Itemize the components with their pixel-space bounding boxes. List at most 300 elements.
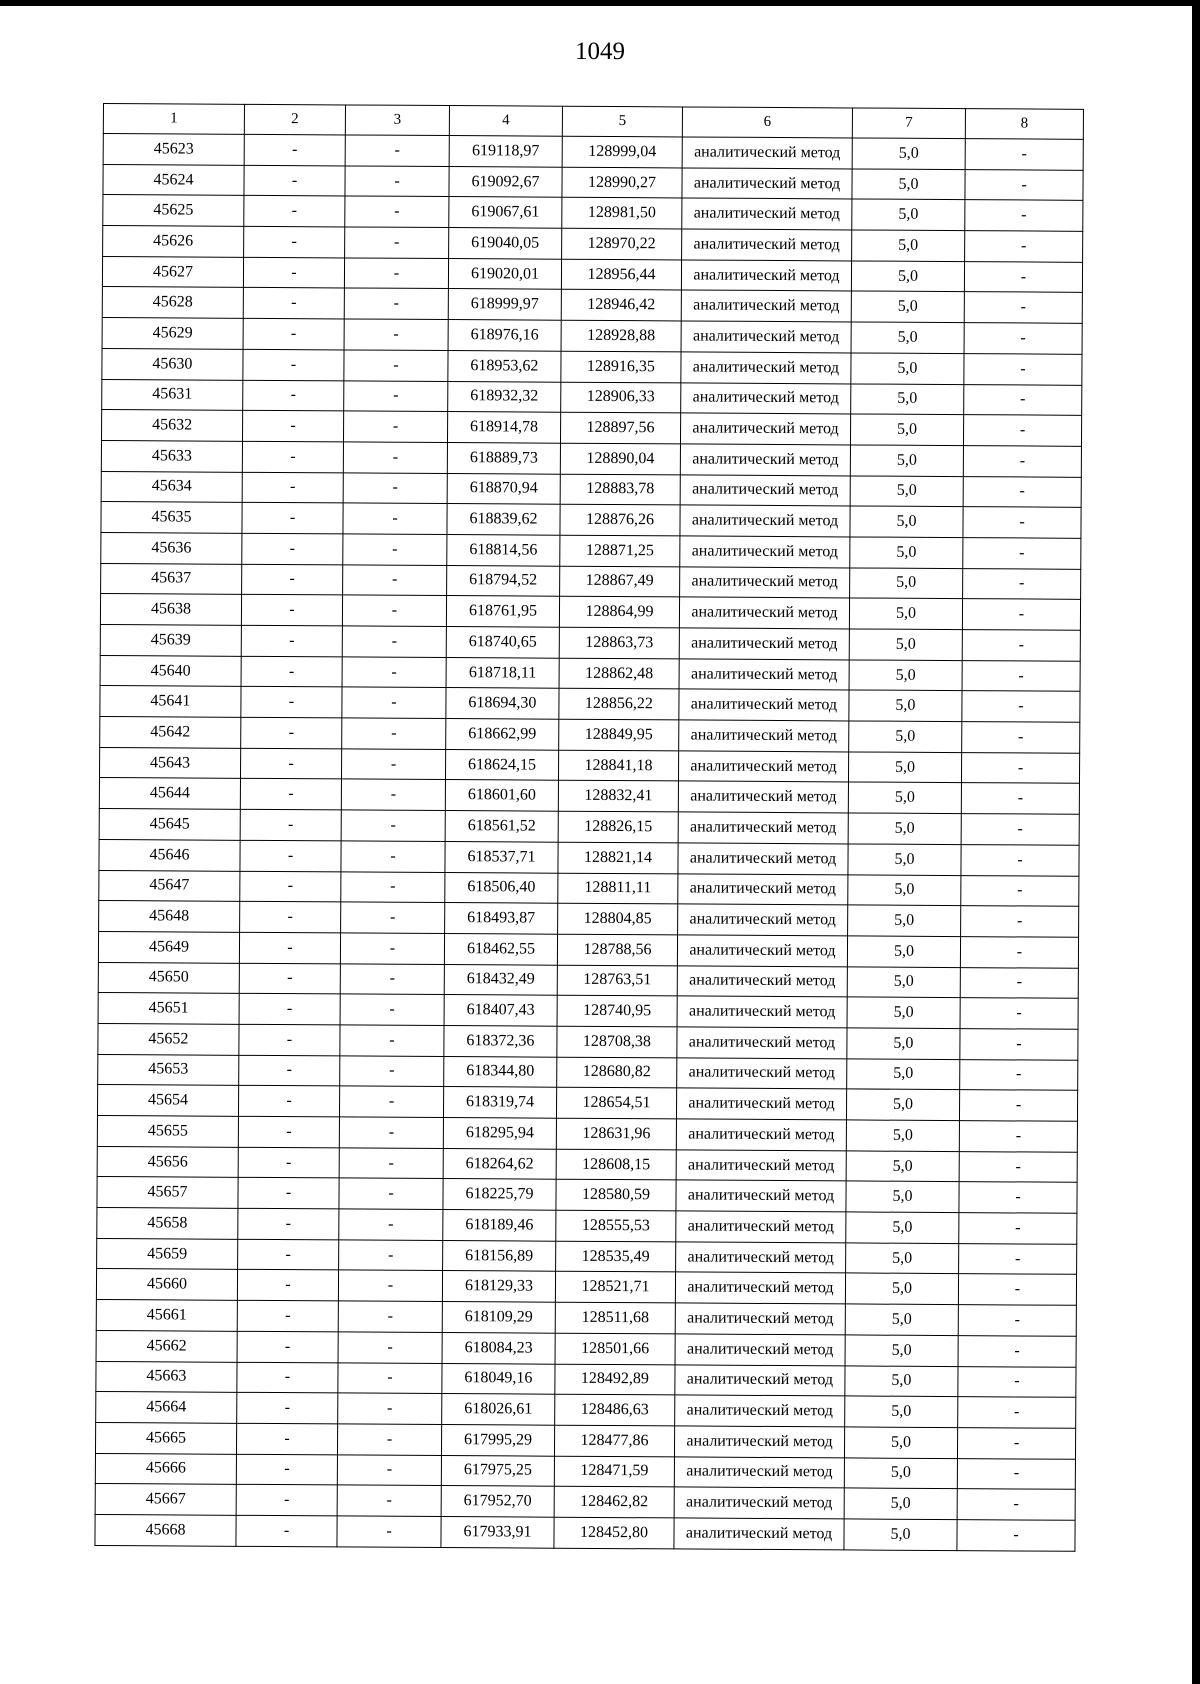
accuracy-cell: 5,0 [848, 813, 961, 844]
col8-cell: - [958, 1305, 1076, 1336]
col8-cell: - [963, 538, 1081, 569]
y-coordinate-cell: 128740,95 [557, 995, 677, 1026]
method-cell: аналитический метод [681, 382, 851, 414]
x-coordinate-cell: 618049,16 [442, 1363, 555, 1394]
col2-cell: - [239, 932, 340, 963]
accuracy-cell: 5,0 [844, 1519, 957, 1550]
col8-cell: - [964, 323, 1082, 354]
point-number-cell: 45638 [100, 594, 241, 626]
x-coordinate-cell: 618761,95 [446, 596, 559, 627]
x-coordinate-cell: 618225,79 [443, 1179, 556, 1210]
col3-cell: - [343, 442, 447, 473]
y-coordinate-cell: 128946,42 [561, 290, 681, 321]
x-coordinate-cell: 618344,80 [444, 1056, 557, 1087]
x-coordinate-cell: 618624,15 [445, 749, 558, 780]
coordinates-table [94, 103, 1084, 1551]
x-coordinate-cell: 618407,43 [444, 995, 557, 1026]
method-cell: аналитический метод [682, 168, 852, 200]
x-coordinate-cell: 618740,65 [446, 627, 559, 658]
method-cell: аналитический метод [674, 1487, 844, 1519]
col8-cell: - [959, 1182, 1077, 1213]
point-number-cell: 45645 [99, 809, 240, 841]
col2-cell: - [244, 196, 345, 227]
col2-cell: - [236, 1423, 337, 1454]
col8-cell: - [960, 936, 1078, 967]
point-number-cell: 45668 [95, 1514, 236, 1546]
col8-cell: - [957, 1427, 1075, 1458]
col8-cell: - [960, 1029, 1078, 1060]
col3-cell: - [339, 1209, 443, 1240]
point-number-cell: 45636 [101, 532, 242, 564]
point-number-cell: 45660 [96, 1269, 237, 1301]
point-number-cell: 45652 [98, 1023, 239, 1055]
col8-cell: - [957, 1489, 1075, 1520]
accuracy-cell: 5,0 [851, 291, 964, 322]
col2-cell: - [243, 380, 344, 411]
col2-cell: - [240, 840, 341, 871]
method-cell: аналитический метод [681, 352, 851, 384]
method-cell: аналитический метод [678, 751, 848, 783]
point-number-cell: 45656 [97, 1146, 238, 1178]
y-coordinate-cell: 128471,59 [554, 1456, 674, 1487]
col3-cell: - [342, 626, 446, 657]
column-header: 7 [852, 108, 965, 139]
method-cell: аналитический метод [674, 1456, 844, 1488]
accuracy-cell: 5,0 [845, 1335, 958, 1366]
y-coordinate-cell: 128871,25 [560, 535, 680, 566]
column-header: 5 [562, 106, 682, 137]
y-coordinate-cell: 128631,96 [556, 1118, 676, 1149]
column-header: 4 [449, 106, 562, 137]
point-number-cell: 45633 [101, 440, 242, 472]
point-number-cell: 45644 [99, 778, 240, 810]
x-coordinate-cell: 618889,73 [447, 442, 560, 473]
x-coordinate-cell: 618462,55 [444, 933, 557, 964]
col2-cell: - [238, 1116, 339, 1147]
x-coordinate-cell: 618814,56 [447, 534, 560, 565]
col3-cell: - [345, 196, 449, 227]
col8-cell: - [962, 691, 1080, 722]
col8-cell: - [962, 722, 1080, 753]
method-cell: аналитический метод [679, 689, 849, 721]
col8-cell: - [962, 599, 1080, 630]
method-cell: аналитический метод [680, 474, 850, 506]
col2-cell: - [244, 165, 345, 196]
method-cell: аналитический метод [679, 628, 849, 660]
method-cell: аналитический метод [678, 843, 848, 875]
method-cell: аналитический метод [681, 290, 851, 322]
col8-cell: - [963, 568, 1081, 599]
col3-cell: - [345, 135, 449, 166]
x-coordinate-cell: 618694,30 [446, 688, 559, 719]
col2-cell: - [237, 1331, 338, 1362]
accuracy-cell: 5,0 [847, 936, 960, 967]
y-coordinate-cell: 128580,59 [556, 1180, 676, 1211]
accuracy-cell: 5,0 [851, 261, 964, 292]
point-number-cell: 45630 [102, 348, 243, 380]
col8-cell: - [964, 353, 1082, 384]
y-coordinate-cell: 128864,99 [559, 597, 679, 628]
point-number-cell: 45646 [99, 839, 240, 871]
col8-cell: - [960, 998, 1078, 1029]
x-coordinate-cell: 618839,62 [447, 504, 560, 535]
y-coordinate-cell: 128826,15 [558, 811, 678, 842]
y-coordinate-cell: 128981,50 [562, 198, 682, 229]
col3-cell: - [343, 503, 447, 534]
col8-cell: - [965, 200, 1083, 231]
col3-cell: - [338, 1362, 442, 1393]
point-number-cell: 45623 [103, 134, 244, 166]
y-coordinate-cell: 128462,82 [554, 1486, 674, 1517]
col2-cell: - [240, 748, 341, 779]
col2-cell: - [240, 871, 341, 902]
col8-cell: - [961, 906, 1079, 937]
method-cell: аналитический метод [677, 1058, 847, 1090]
col2-cell: - [244, 226, 345, 257]
y-coordinate-cell: 128890,04 [560, 443, 680, 474]
x-coordinate-cell: 617995,29 [441, 1424, 554, 1455]
col8-cell: - [958, 1335, 1076, 1366]
col2-cell: - [241, 656, 342, 687]
col2-cell: - [243, 257, 344, 288]
method-cell: аналитический метод [675, 1303, 845, 1335]
y-coordinate-cell: 128832,41 [558, 781, 678, 812]
accuracy-cell: 5,0 [852, 138, 965, 169]
col3-cell: - [340, 1056, 444, 1087]
col8-cell: - [963, 445, 1081, 476]
col3-cell: - [344, 258, 448, 289]
x-coordinate-cell: 619092,67 [449, 166, 562, 197]
col2-cell: - [238, 1086, 339, 1117]
accuracy-cell: 5,0 [846, 1120, 959, 1151]
accuracy-cell: 5,0 [847, 1059, 960, 1090]
col8-cell: - [963, 415, 1081, 446]
point-number-cell: 45625 [103, 195, 244, 227]
point-number-cell: 45655 [97, 1115, 238, 1147]
col2-cell: - [238, 1147, 339, 1178]
x-coordinate-cell: 619067,61 [449, 197, 562, 228]
y-coordinate-cell: 128821,14 [558, 842, 678, 873]
y-coordinate-cell: 128867,49 [560, 566, 680, 597]
y-coordinate-cell: 128856,22 [559, 689, 679, 720]
col3-cell: - [337, 1454, 441, 1485]
col2-cell: - [243, 318, 344, 349]
point-number-cell: 45650 [98, 962, 239, 994]
col3-cell: - [345, 227, 449, 258]
y-coordinate-cell: 128788,56 [557, 934, 677, 965]
method-cell: аналитический метод [676, 1119, 846, 1151]
point-number-cell: 45649 [98, 931, 239, 963]
col8-cell: - [958, 1366, 1076, 1397]
col3-cell: - [340, 963, 444, 994]
col2-cell: - [238, 1239, 339, 1270]
col3-cell: - [342, 718, 446, 749]
accuracy-cell: 5,0 [850, 445, 963, 476]
col2-cell: - [240, 779, 341, 810]
accuracy-cell: 5,0 [852, 169, 965, 200]
col8-cell: - [959, 1151, 1077, 1182]
col3-cell: - [338, 1301, 442, 1332]
col3-cell: - [343, 534, 447, 565]
x-coordinate-cell: 618493,87 [445, 903, 558, 934]
method-cell: аналитический метод [676, 1150, 846, 1182]
col8-cell: - [964, 384, 1082, 415]
point-number-cell: 45665 [95, 1422, 236, 1454]
col2-cell: - [241, 625, 342, 656]
x-coordinate-cell: 618156,89 [443, 1240, 556, 1271]
col3-cell: - [342, 595, 446, 626]
accuracy-cell: 5,0 [846, 1212, 959, 1243]
x-coordinate-cell: 618372,36 [444, 1025, 557, 1056]
method-cell: аналитический метод [676, 1088, 846, 1120]
point-number-cell: 45628 [102, 287, 243, 319]
y-coordinate-cell: 128863,73 [559, 627, 679, 658]
point-number-cell: 45658 [97, 1208, 238, 1240]
scan-border-top [0, 0, 1200, 6]
point-number-cell: 45640 [100, 655, 241, 687]
method-cell: аналитический метод [680, 567, 850, 599]
x-coordinate-cell: 618976,16 [448, 320, 561, 351]
col2-cell: - [237, 1362, 338, 1393]
accuracy-cell: 5,0 [844, 1457, 957, 1488]
col2-cell: - [242, 503, 343, 534]
col8-cell: - [959, 1090, 1077, 1121]
col2-cell: - [241, 717, 342, 748]
x-coordinate-cell: 618718,11 [446, 657, 559, 688]
col3-cell: - [344, 350, 448, 381]
col8-cell: - [961, 814, 1079, 845]
method-cell: аналитический метод [675, 1272, 845, 1304]
y-coordinate-cell: 128501,66 [555, 1333, 675, 1364]
col2-cell: - [242, 564, 343, 595]
col3-cell: - [343, 472, 447, 503]
col8-cell: - [965, 231, 1083, 262]
col2-cell: - [242, 472, 343, 503]
accuracy-cell: 5,0 [846, 1243, 959, 1274]
y-coordinate-cell: 128999,04 [562, 136, 682, 167]
point-number-cell: 45634 [101, 471, 242, 503]
method-cell: аналитический метод [677, 996, 847, 1028]
x-coordinate-cell: 618295,94 [443, 1118, 556, 1149]
point-number-cell: 45661 [96, 1300, 237, 1332]
accuracy-cell: 5,0 [850, 506, 963, 537]
column-header: 2 [244, 104, 345, 135]
x-coordinate-cell: 617952,70 [441, 1486, 554, 1517]
point-number-cell: 45627 [102, 256, 243, 288]
method-cell: аналитический метод [675, 1364, 845, 1396]
accuracy-cell: 5,0 [847, 1028, 960, 1059]
accuracy-cell: 5,0 [846, 1181, 959, 1212]
accuracy-cell: 5,0 [848, 905, 961, 936]
x-coordinate-cell: 618561,52 [445, 811, 558, 842]
col2-cell: - [239, 1024, 340, 1055]
accuracy-cell: 5,0 [850, 476, 963, 507]
col3-cell: - [342, 687, 446, 718]
col3-cell: - [341, 810, 445, 841]
y-coordinate-cell: 128883,78 [560, 474, 680, 505]
accuracy-cell: 5,0 [845, 1273, 958, 1304]
x-coordinate-cell: 618953,62 [448, 350, 561, 381]
method-cell: аналитический метод [677, 935, 847, 967]
method-cell: аналитический метод [679, 659, 849, 691]
y-coordinate-cell: 128862,48 [559, 658, 679, 689]
accuracy-cell: 5,0 [847, 966, 960, 997]
col3-cell: - [338, 1332, 442, 1363]
y-coordinate-cell: 128849,95 [559, 719, 679, 750]
accuracy-cell: 5,0 [850, 414, 963, 445]
col8-cell: - [965, 139, 1083, 170]
col8-cell: - [963, 507, 1081, 538]
method-cell: аналитический метод [682, 229, 852, 261]
accuracy-cell: 5,0 [852, 230, 965, 261]
point-number-cell: 45637 [101, 563, 242, 595]
point-number-cell: 45664 [96, 1392, 237, 1424]
method-cell: аналитический метод [678, 904, 848, 936]
x-coordinate-cell: 618932,32 [448, 381, 561, 412]
col3-cell: - [338, 1270, 442, 1301]
col3-cell: - [344, 319, 448, 350]
col3-cell: - [341, 902, 445, 933]
col3-cell: - [339, 1240, 443, 1271]
point-number-cell: 45648 [99, 901, 240, 933]
point-number-cell: 45657 [97, 1177, 238, 1209]
col2-cell: - [242, 533, 343, 564]
col3-cell: - [339, 1086, 443, 1117]
col8-cell: - [961, 875, 1079, 906]
col8-cell: - [961, 783, 1079, 814]
col3-cell: - [339, 1148, 443, 1179]
point-number-cell: 45641 [100, 686, 241, 718]
accuracy-cell: 5,0 [846, 1089, 959, 1120]
point-number-cell: 45651 [98, 993, 239, 1025]
accuracy-cell: 5,0 [849, 598, 962, 629]
col8-cell: - [960, 967, 1078, 998]
accuracy-cell: 5,0 [848, 874, 961, 905]
y-coordinate-cell: 128876,26 [560, 504, 680, 535]
x-coordinate-cell: 618999,97 [448, 289, 561, 320]
col2-cell: - [237, 1270, 338, 1301]
y-coordinate-cell: 128970,22 [562, 228, 682, 259]
y-coordinate-cell: 128990,27 [562, 167, 682, 198]
y-coordinate-cell: 128654,51 [556, 1088, 676, 1119]
x-coordinate-cell: 618506,40 [445, 872, 558, 903]
accuracy-cell: 5,0 [848, 844, 961, 875]
table-row [95, 1514, 1075, 1551]
col8-cell: - [962, 630, 1080, 661]
method-cell: аналитический метод [676, 1180, 846, 1212]
method-cell: аналитический метод [682, 137, 852, 169]
col8-cell: - [960, 1059, 1078, 1090]
point-number-cell: 45647 [99, 870, 240, 902]
x-coordinate-cell: 618109,29 [442, 1302, 555, 1333]
col3-cell: - [344, 380, 448, 411]
col3-cell: - [341, 779, 445, 810]
y-coordinate-cell: 128452,80 [554, 1517, 674, 1548]
method-cell: аналитический метод [677, 965, 847, 997]
col3-cell: - [338, 1393, 442, 1424]
accuracy-cell: 5,0 [848, 752, 961, 783]
col2-cell: - [239, 994, 340, 1025]
col8-cell: - [958, 1274, 1076, 1305]
y-coordinate-cell: 128897,56 [560, 412, 680, 443]
point-number-cell: 45659 [97, 1238, 238, 1270]
accuracy-cell: 5,0 [851, 383, 964, 414]
col3-cell: - [341, 749, 445, 780]
x-coordinate-cell: 618264,62 [443, 1148, 556, 1179]
x-coordinate-cell: 618601,60 [445, 780, 558, 811]
y-coordinate-cell: 128521,71 [555, 1272, 675, 1303]
x-coordinate-cell: 618870,94 [447, 473, 560, 504]
x-coordinate-cell: 618914,78 [447, 412, 560, 443]
x-coordinate-cell: 619040,05 [449, 228, 562, 259]
col2-cell: - [242, 411, 343, 442]
y-coordinate-cell: 128680,82 [557, 1057, 677, 1088]
method-cell: аналитический метод [675, 1334, 845, 1366]
x-coordinate-cell: 619118,97 [449, 136, 562, 167]
y-coordinate-cell: 128608,15 [556, 1149, 676, 1180]
point-number-cell: 45635 [101, 502, 242, 534]
x-coordinate-cell: 618537,71 [445, 841, 558, 872]
accuracy-cell: 5,0 [852, 199, 965, 230]
col2-cell: - [237, 1300, 338, 1331]
x-coordinate-cell: 618432,49 [444, 964, 557, 995]
col3-cell: - [337, 1424, 441, 1455]
column-header: 8 [965, 109, 1083, 140]
y-coordinate-cell: 128928,88 [561, 320, 681, 351]
col2-cell: - [237, 1393, 338, 1424]
col3-cell: - [343, 565, 447, 596]
method-cell: аналитический метод [680, 536, 850, 568]
accuracy-cell: 5,0 [850, 568, 963, 599]
point-number-cell: 45666 [95, 1453, 236, 1485]
accuracy-cell: 5,0 [849, 660, 962, 691]
accuracy-cell: 5,0 [849, 721, 962, 752]
col2-cell: - [238, 1178, 339, 1209]
col2-cell: - [244, 134, 345, 165]
col3-cell: - [337, 1516, 441, 1547]
y-coordinate-cell: 128841,18 [558, 750, 678, 781]
col3-cell: - [337, 1485, 441, 1516]
accuracy-cell: 5,0 [847, 997, 960, 1028]
col8-cell: - [958, 1397, 1076, 1428]
col3-cell: - [344, 288, 448, 319]
point-number-cell: 45642 [100, 717, 241, 749]
y-coordinate-cell: 128916,35 [561, 351, 681, 382]
col2-cell: - [242, 441, 343, 472]
method-cell: аналитический метод [680, 444, 850, 476]
col3-cell: - [343, 411, 447, 442]
x-coordinate-cell: 618319,74 [443, 1087, 556, 1118]
col2-cell: - [243, 288, 344, 319]
col2-cell: - [241, 595, 342, 626]
accuracy-cell: 5,0 [851, 322, 964, 353]
col2-cell: - [236, 1515, 337, 1546]
method-cell: аналитический метод [681, 260, 851, 292]
accuracy-cell: 5,0 [851, 353, 964, 384]
y-coordinate-cell: 128956,44 [561, 259, 681, 290]
accuracy-cell: 5,0 [849, 690, 962, 721]
y-coordinate-cell: 128486,63 [555, 1394, 675, 1425]
col3-cell: - [340, 994, 444, 1025]
point-number-cell: 45653 [98, 1054, 239, 1086]
col2-cell: - [238, 1208, 339, 1239]
x-coordinate-cell: 618189,46 [443, 1210, 556, 1241]
column-header: 6 [682, 107, 852, 138]
method-cell: аналитический метод [675, 1395, 845, 1427]
col3-cell: - [345, 166, 449, 197]
accuracy-cell: 5,0 [845, 1396, 958, 1427]
point-number-cell: 45663 [96, 1361, 237, 1393]
